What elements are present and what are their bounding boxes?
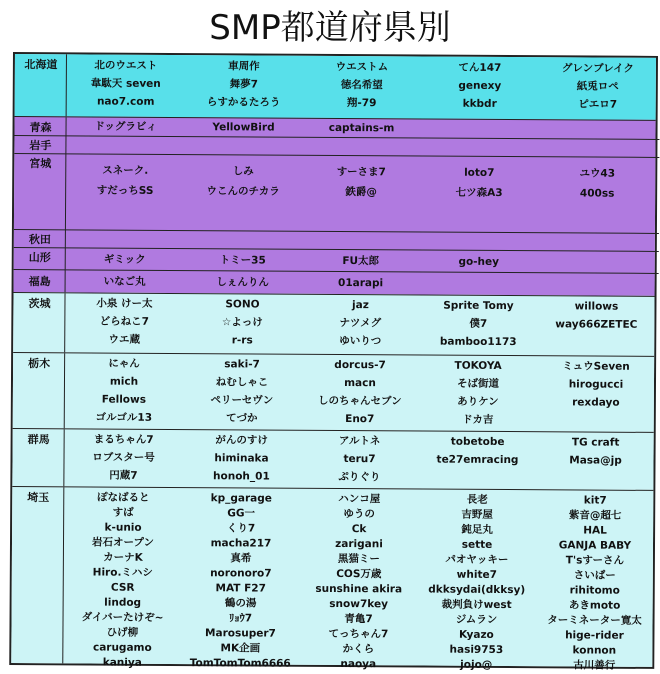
member-cells [63, 487, 653, 672]
member-name: ユウ43 [579, 167, 616, 180]
member-cells [64, 429, 653, 490]
member-name: zarigani [335, 537, 383, 551]
member-name: kaniya [102, 656, 142, 669]
prefecture-label: 福島 [28, 275, 51, 289]
member-name: TomTomTom6666 [189, 657, 291, 670]
member-name: ドカ吉 [462, 413, 494, 426]
member-name: カーナK [103, 551, 143, 564]
member-name: snow7key [329, 597, 388, 611]
member-name: どらねこ7 [99, 315, 150, 328]
prefecture-block-ibaraki [13, 292, 654, 356]
member-cells [66, 117, 656, 296]
member-name: ﾘｮｳ7 [228, 612, 253, 625]
member-name: てっちゃん7 [328, 627, 389, 641]
member-name: kp_garage [210, 492, 272, 505]
member-name: ありケン [457, 395, 499, 408]
member-name: captains-m [328, 121, 395, 135]
member-name: willows [574, 300, 619, 313]
member-name: ピエロ7 [578, 98, 618, 111]
prefecture-block-hokkaido [15, 54, 656, 120]
member-name: Sprite Tomy [443, 299, 514, 313]
member-name: TOKOYA [454, 359, 502, 372]
member-name: てん147 [458, 61, 502, 74]
member-name: SONO [225, 298, 260, 311]
member-name: らすかるたろう [206, 96, 281, 109]
member-name: パオヤッキー [445, 553, 509, 567]
prefecture-label: 北海道 [24, 58, 58, 72]
divider [66, 247, 659, 252]
member-name: Masa@jp [569, 454, 622, 467]
member-name: しのちゃんセブン [318, 394, 402, 408]
member-name: ☆よっけ [221, 316, 263, 329]
member-name: 鈍足丸 [461, 523, 493, 536]
member-name: 韋駄天 seven [90, 77, 161, 90]
member-name: 裁判負けwest [441, 598, 512, 612]
member-name: 紫音@超七 [568, 509, 622, 522]
member-name: r-rs [231, 334, 253, 347]
member-name: かくら [342, 643, 375, 656]
member-name: FU太郎 [342, 255, 380, 268]
member-name: MAT F27 [215, 582, 266, 595]
member-name: rihitomo [569, 584, 620, 597]
member-name: Hiro.ミハシ [92, 566, 153, 579]
member-name: 徳名希望 [340, 79, 383, 92]
member-name: 僕7 [469, 317, 488, 330]
member-name: himinaka [214, 452, 269, 465]
prefecture-column [12, 429, 64, 486]
member-name: sette [461, 538, 493, 551]
member-name: Fellows [101, 393, 147, 406]
member-name: 紙兎ロペ [576, 80, 619, 93]
member-name: 01arapi [338, 276, 384, 290]
member-name: loto7 [464, 166, 495, 179]
member-name: dkksydai(dkksy) [428, 583, 526, 597]
divider [14, 269, 66, 270]
member-name: ゆうの [343, 508, 375, 521]
prefecture-label: 山形 [28, 251, 51, 265]
member-name: 小泉 けー太 [96, 297, 153, 310]
member-name: sunshine akira [315, 582, 403, 596]
member-name: k-unio [104, 521, 142, 534]
member-name: TG craft [571, 436, 620, 449]
member-name: グレンブレイク [561, 62, 634, 75]
member-name: ウエ蔵 [108, 333, 141, 346]
member-name: Kyazo [459, 628, 494, 641]
member-name: ターミネーター寛太 [547, 614, 642, 627]
divider [66, 229, 659, 234]
member-name: jojo@ [460, 658, 493, 671]
member-name: ドッグラビィ [94, 120, 157, 133]
member-name: トミー35 [219, 254, 266, 267]
member-name: てづか [225, 412, 258, 425]
prefecture-block-tochigi [13, 352, 654, 432]
member-name: Marosuper7 [205, 627, 276, 640]
member-name: すーさま7 [336, 165, 386, 179]
divider [66, 269, 659, 274]
member-name: しみ [232, 165, 254, 178]
member-name: Eno7 [345, 413, 375, 426]
prefecture-column [13, 293, 65, 352]
member-name: white7 [456, 568, 497, 581]
member-name: tobetobe [450, 435, 505, 449]
member-name: macn [344, 377, 376, 390]
member-name: GANJA BABY [558, 539, 632, 552]
member-name: hirogucci [568, 378, 624, 391]
member-name: saki-7 [224, 358, 260, 371]
member-name: 円蔵7 [109, 469, 138, 482]
member-name: genexy [458, 79, 502, 92]
member-name: 翔-79 [346, 97, 377, 110]
member-name: まるちゃん7 [93, 433, 154, 446]
prefecture-column [11, 487, 64, 663]
prefecture-block-saitama [11, 486, 653, 672]
member-name: 吉野屋 [461, 508, 493, 521]
member-name: hasi9753 [449, 643, 504, 657]
member-name: 青亀7 [344, 613, 373, 626]
member-name: にゃん [108, 357, 140, 370]
member-table [9, 52, 658, 672]
member-name: 北のウエスト [94, 59, 158, 72]
member-name: way666ZETEC [555, 318, 638, 331]
member-name: kit7 [583, 494, 607, 507]
member-name: kkbdr [462, 97, 497, 110]
member-name: そば街道 [456, 377, 500, 390]
divider [66, 153, 659, 158]
prefecture-label: 栃木 [28, 357, 51, 371]
member-name: bamboo1173 [439, 335, 517, 349]
member-name: jaz [352, 299, 369, 312]
member-name: honoh_01 [213, 470, 270, 483]
prefecture-label: 宮城 [29, 157, 52, 171]
member-name: CSR [110, 581, 135, 594]
member-name: すば [112, 506, 134, 519]
member-name: macha217 [210, 537, 272, 550]
member-name: スネーク. [102, 164, 149, 177]
member-name: しぇんりん [216, 276, 269, 289]
member-name: 鶴の湯 [224, 597, 257, 610]
member-name: ロブスター号 [92, 451, 155, 464]
member-name: naoya [340, 658, 377, 671]
member-name: くり7 [226, 522, 256, 535]
member-name: ハンコ屋 [338, 492, 381, 506]
member-name: te27emracing [436, 453, 519, 467]
member-name: 舞夢7 [229, 78, 258, 91]
member-name: go-hey [458, 255, 500, 268]
member-name: noronoro7 [210, 567, 272, 580]
member-name: ギミック [103, 253, 146, 266]
member-name: mich [109, 375, 139, 388]
member-name: アルトネ [338, 434, 381, 448]
prefecture-column [13, 353, 65, 428]
prefecture-block-tohoku [14, 116, 656, 296]
member-name: ウエストム [335, 60, 389, 74]
prefecture-block-gunma [12, 428, 653, 490]
prefecture-column [14, 117, 67, 292]
member-name: ミュウSeven [562, 360, 630, 373]
member-name: teru7 [343, 453, 376, 466]
member-name: 岩石オープン [91, 536, 155, 549]
prefecture-label: 茨城 [28, 297, 51, 311]
member-name: T'sすーさん [565, 554, 625, 567]
member-name: あきmoto [568, 599, 621, 612]
member-name: ぷりぐり [338, 470, 381, 484]
member-name: ナツメグ [339, 316, 382, 330]
member-name: konnon [572, 644, 617, 657]
member-name: GG一 [227, 507, 256, 520]
member-name: 黒猫ミー [337, 552, 380, 566]
member-name: いなご丸 [103, 275, 146, 288]
member-name: ダイバーたけぞ~ [81, 611, 164, 624]
member-name: Ck [351, 523, 367, 536]
member-name: 車周作 [228, 60, 260, 73]
member-name: 400ss [579, 187, 615, 200]
member-name: HAL [583, 524, 607, 537]
member-cells [65, 293, 654, 356]
member-name: ひげ柳 [106, 626, 139, 639]
prefecture-label: 青森 [29, 121, 52, 135]
member-name: COS万歳 [336, 567, 382, 581]
member-name: すだっちSS [96, 184, 154, 197]
member-name: 古川善行 [573, 659, 616, 672]
prefecture-label: 埼玉 [27, 491, 50, 505]
member-name: 真希 [230, 552, 252, 565]
member-cells [65, 353, 654, 432]
member-name: lindog [104, 596, 142, 609]
member-name: 七ツ森A3 [455, 186, 503, 199]
member-cells [67, 54, 656, 120]
member-name: hige-rider [565, 629, 624, 642]
member-name: ジムラン [455, 613, 498, 626]
member-name: YellowBird [212, 121, 275, 134]
page-title: SMP都道府県別 [209, 8, 451, 48]
member-name: carugamo [92, 641, 152, 654]
prefecture-label: 群馬 [27, 433, 50, 447]
member-name: nao7.com [96, 95, 155, 108]
member-name: ペリーセヴン [210, 394, 274, 407]
member-name: rexdayo [572, 396, 620, 409]
member-name: がんのすけ [215, 434, 268, 447]
prefecture-column [15, 54, 67, 116]
prefecture-label: 秋田 [28, 233, 51, 247]
member-name: 鉄爵@ [345, 186, 377, 199]
member-name: ゴルゴル13 [95, 411, 153, 424]
member-name: MK企画 [220, 642, 261, 655]
member-name: ゆいりつ [339, 334, 382, 348]
member-name: ぽなばると [96, 491, 150, 504]
prefecture-label: 岩手 [29, 139, 52, 153]
member-name: 長老 [466, 493, 488, 506]
member-name: さいぱー [573, 569, 616, 582]
member-name: ウこんのチカラ [206, 185, 280, 198]
member-name: dorcus-7 [334, 358, 386, 372]
member-name: ねむしゃこ [215, 376, 269, 389]
